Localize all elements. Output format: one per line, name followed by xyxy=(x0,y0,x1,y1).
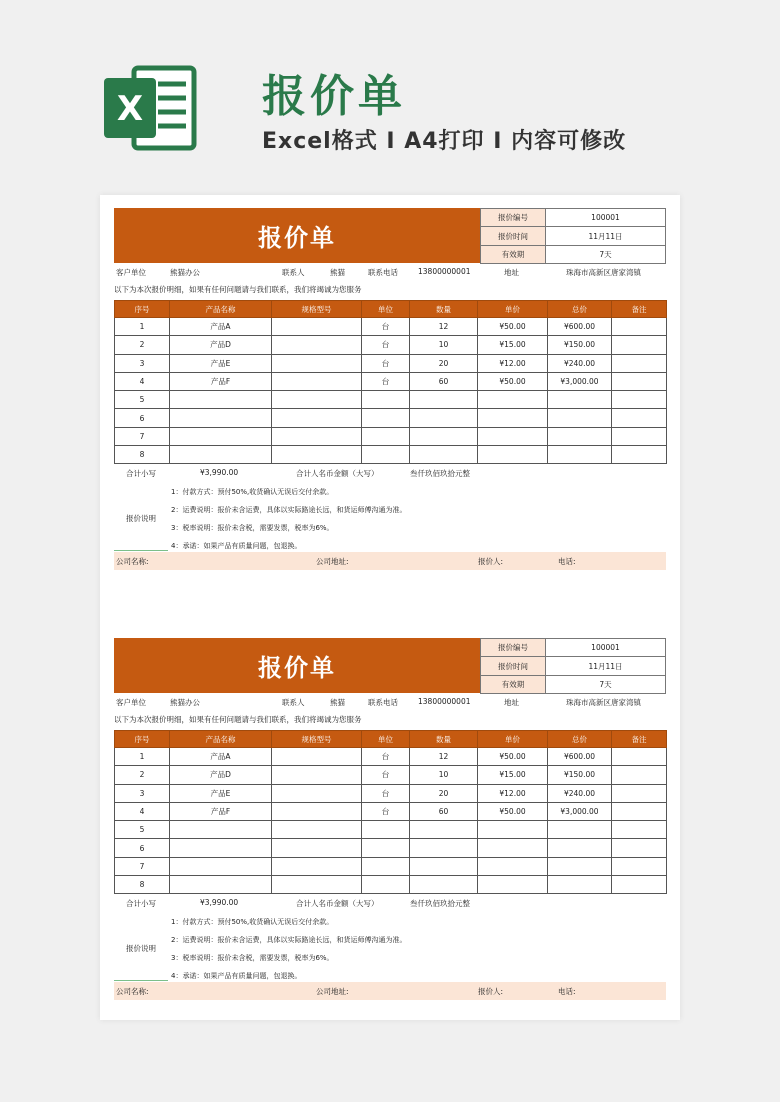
table-cell[interactable] xyxy=(612,354,667,372)
table-cell[interactable]: 产品D xyxy=(170,766,272,784)
term-line: 3：税率说明：报价未含税，需要发票，税率为6%。 xyxy=(171,954,334,962)
column-header: 备注 xyxy=(612,301,667,318)
column-header: 单价 xyxy=(478,301,548,318)
table-cell[interactable]: 产品E xyxy=(170,784,272,802)
column-header: 数量 xyxy=(410,301,478,318)
sheet-footer xyxy=(114,552,666,570)
table-cell[interactable]: 4 xyxy=(115,802,170,820)
page-subtitle: Excel格式 I A4打印 I 内容可修改 xyxy=(262,129,627,154)
subtotal-label: 合计小写 xyxy=(126,899,156,908)
table-cell[interactable]: 8 xyxy=(115,876,170,894)
table-cell[interactable]: 7 xyxy=(115,857,170,875)
table-cell[interactable] xyxy=(612,427,667,445)
table-cell[interactable] xyxy=(548,446,612,464)
paper xyxy=(100,195,680,1020)
table-cell[interactable]: 6 xyxy=(115,409,170,427)
table-cell[interactable] xyxy=(272,802,362,820)
table-row xyxy=(115,446,667,464)
excel-logo-icon xyxy=(100,62,200,154)
meta-key: 报价编号 xyxy=(481,209,546,227)
table-cell[interactable] xyxy=(170,821,272,839)
table-cell[interactable] xyxy=(170,876,272,894)
footer-company-label[interactable]: 公司名称: xyxy=(116,557,149,566)
column-header: 规格型号 xyxy=(272,731,362,748)
table-cell[interactable] xyxy=(612,802,667,820)
meta-key: 有效期 xyxy=(481,245,546,263)
meta-key: 报价时间 xyxy=(481,657,546,675)
table-cell[interactable]: 台 xyxy=(362,354,410,372)
column-header: 备注 xyxy=(612,731,667,748)
table-cell[interactable]: ¥50.00 xyxy=(478,372,548,390)
table-cell[interactable] xyxy=(272,354,362,372)
phone-value[interactable]: 13800000001 xyxy=(418,697,471,706)
customer-info xyxy=(114,695,666,711)
table-cell[interactable]: 12 xyxy=(410,748,478,766)
page-title: 报价单 xyxy=(262,71,406,122)
table-cell[interactable]: 10 xyxy=(410,336,478,354)
table-cell[interactable]: ¥12.00 xyxy=(478,354,548,372)
table-row xyxy=(115,876,667,894)
subtotal-value[interactable]: ¥3,990.00 xyxy=(200,468,239,477)
svg-text:X: X xyxy=(116,89,144,129)
table-cell[interactable] xyxy=(612,748,667,766)
term-line: 1：付款方式：预付50%,收货确认无误后交付余款。 xyxy=(171,488,334,496)
footer-address-label[interactable]: 公司地址: xyxy=(316,987,349,996)
table-cell[interactable]: 3 xyxy=(115,784,170,802)
table-cell[interactable] xyxy=(272,318,362,336)
table-cell[interactable] xyxy=(272,427,362,445)
term-line: 2：运费说明：报价未含运费，具体以实际路途长远，和货运师傅沟通为准。 xyxy=(171,936,407,944)
table-cell[interactable]: ¥50.00 xyxy=(478,318,548,336)
table-cell[interactable]: 6 xyxy=(115,839,170,857)
table-row xyxy=(115,409,667,427)
table-cell[interactable]: 台 xyxy=(362,748,410,766)
subtotal-value[interactable]: ¥3,990.00 xyxy=(200,898,239,907)
meta-value[interactable]: 100001 xyxy=(546,209,666,227)
customer-value[interactable]: 熊猫办公 xyxy=(170,698,200,707)
table-cell[interactable] xyxy=(410,857,478,875)
table-cell[interactable] xyxy=(410,427,478,445)
meta-key: 报价编号 xyxy=(481,639,546,657)
table-cell[interactable] xyxy=(272,372,362,390)
meta-table xyxy=(480,208,666,264)
term-line: 4：承诺：如果产品有质量问题，包退换。 xyxy=(171,972,302,980)
table-cell[interactable] xyxy=(612,876,667,894)
table-cell[interactable]: 60 xyxy=(410,802,478,820)
phone-value[interactable]: 13800000001 xyxy=(418,267,471,276)
table-cell[interactable]: ¥50.00 xyxy=(478,802,548,820)
table-cell[interactable] xyxy=(272,409,362,427)
table-row xyxy=(115,802,667,820)
footer-reporter-label[interactable]: 报价人: xyxy=(478,987,504,996)
table-cell[interactable]: 8 xyxy=(115,446,170,464)
address-value[interactable]: 珠海市高新区唐家湾镇 xyxy=(566,268,641,277)
column-header: 序号 xyxy=(115,731,170,748)
table-cell[interactable] xyxy=(612,318,667,336)
items-body xyxy=(115,318,667,464)
table-cell[interactable] xyxy=(410,876,478,894)
customer-label: 客户单位 xyxy=(116,268,146,277)
footer-phone-label[interactable]: 电话: xyxy=(558,987,576,996)
table-cell[interactable]: 台 xyxy=(362,372,410,390)
table-cell[interactable]: 台 xyxy=(362,336,410,354)
phone-label: 联系电话 xyxy=(368,698,398,707)
table-cell[interactable] xyxy=(272,748,362,766)
footer-company-label[interactable]: 公司名称: xyxy=(116,987,149,996)
footer-reporter-label[interactable]: 报价人: xyxy=(478,557,504,566)
table-row xyxy=(115,318,667,336)
sheet-banner: 报价单 xyxy=(114,208,480,263)
table-row xyxy=(115,372,667,390)
table-row xyxy=(115,748,667,766)
meta-value[interactable]: 11月11日 xyxy=(546,657,666,675)
sheet-note: 以下为本次报价明细，如果有任何问题请与我们联系，我们将竭诚为您服务 xyxy=(114,715,362,724)
table-cell[interactable] xyxy=(612,857,667,875)
table-cell[interactable] xyxy=(272,391,362,409)
address-label: 地址 xyxy=(504,268,519,277)
table-cell[interactable]: 2 xyxy=(115,766,170,784)
table-cell[interactable]: 台 xyxy=(362,802,410,820)
table-cell[interactable] xyxy=(410,821,478,839)
column-header: 产品名称 xyxy=(170,731,272,748)
table-cell[interactable]: 20 xyxy=(410,354,478,372)
column-header: 总价 xyxy=(548,301,612,318)
column-header: 数量 xyxy=(410,731,478,748)
table-row xyxy=(115,391,667,409)
table-cell[interactable]: ¥15.00 xyxy=(478,336,548,354)
table-header-row xyxy=(115,301,667,318)
table-cell[interactable] xyxy=(612,446,667,464)
address-value[interactable]: 珠海市高新区唐家湾镇 xyxy=(566,698,641,707)
table-cell[interactable]: ¥600.00 xyxy=(548,748,612,766)
contact-value[interactable]: 熊猫 xyxy=(330,268,345,277)
table-row xyxy=(115,766,667,784)
table-cell[interactable]: 产品E xyxy=(170,354,272,372)
table-cell[interactable] xyxy=(272,857,362,875)
table-header-row xyxy=(115,731,667,748)
table-cell[interactable]: 5 xyxy=(115,391,170,409)
column-header: 单价 xyxy=(478,731,548,748)
table-cell[interactable]: ¥240.00 xyxy=(548,354,612,372)
table-cell[interactable]: 12 xyxy=(410,318,478,336)
table-cell[interactable]: ¥50.00 xyxy=(478,748,548,766)
table-cell[interactable] xyxy=(478,409,548,427)
column-header: 序号 xyxy=(115,301,170,318)
table-cell[interactable]: 7 xyxy=(115,427,170,445)
table-cell[interactable] xyxy=(362,427,410,445)
table-cell[interactable] xyxy=(170,427,272,445)
table-cell[interactable] xyxy=(362,857,410,875)
table-cell[interactable] xyxy=(478,427,548,445)
column-header: 单位 xyxy=(362,301,410,318)
term-line: 1：付款方式：预付50%,收货确认无误后交付余款。 xyxy=(171,918,334,926)
table-cell[interactable] xyxy=(548,839,612,857)
meta-value[interactable]: 100001 xyxy=(546,639,666,657)
table-cell[interactable]: 10 xyxy=(410,766,478,784)
table-cell[interactable] xyxy=(272,766,362,784)
table-cell[interactable] xyxy=(478,839,548,857)
table-row xyxy=(115,839,667,857)
total-row xyxy=(114,466,666,482)
table-row xyxy=(115,821,667,839)
phone-label: 联系电话 xyxy=(368,268,398,277)
meta-key: 报价时间 xyxy=(481,227,546,245)
term-line: 4：承诺：如果产品有质量问题，包退换。 xyxy=(171,542,302,550)
table-row xyxy=(115,354,667,372)
table-cell[interactable]: 60 xyxy=(410,372,478,390)
sheet-banner: 报价单 xyxy=(114,638,480,693)
table-cell[interactable]: 5 xyxy=(115,821,170,839)
subtotal-label: 合计小写 xyxy=(126,469,156,478)
table-cell[interactable] xyxy=(478,857,548,875)
table-cell[interactable]: 1 xyxy=(115,318,170,336)
column-header: 规格型号 xyxy=(272,301,362,318)
table-cell[interactable] xyxy=(272,839,362,857)
caps-label: 合计人名币金额（大写） xyxy=(296,899,379,908)
table-cell[interactable] xyxy=(548,857,612,875)
table-cell[interactable] xyxy=(272,876,362,894)
table-cell[interactable] xyxy=(548,876,612,894)
term-line: 2：运费说明：报价未含运费，具体以实际路途长远，和货运师傅沟通为准。 xyxy=(171,506,407,514)
term-line: 3：税率说明：报价未含税，需要发票，税率为6%。 xyxy=(171,524,334,532)
table-cell[interactable] xyxy=(170,409,272,427)
table-cell[interactable]: 产品A xyxy=(170,318,272,336)
table-cell[interactable]: ¥150.00 xyxy=(548,336,612,354)
table-cell[interactable]: 4 xyxy=(115,372,170,390)
table-cell[interactable] xyxy=(612,839,667,857)
table-cell[interactable] xyxy=(548,391,612,409)
table-cell[interactable] xyxy=(612,372,667,390)
table-cell[interactable]: 20 xyxy=(410,784,478,802)
table-cell[interactable] xyxy=(478,446,548,464)
table-cell[interactable]: 台 xyxy=(362,766,410,784)
sheet-note: 以下为本次报价明细，如果有任何问题请与我们联系，我们将竭诚为您服务 xyxy=(114,285,362,294)
table-cell[interactable] xyxy=(272,821,362,839)
caps-value[interactable]: 叁仟玖佰玖拾元整 xyxy=(410,469,470,478)
meta-value[interactable]: 7天 xyxy=(546,675,666,693)
terms-label: 报价说明 xyxy=(126,514,156,523)
table-cell[interactable] xyxy=(362,391,410,409)
table-cell[interactable] xyxy=(612,336,667,354)
table-cell[interactable] xyxy=(478,876,548,894)
table-cell[interactable]: ¥240.00 xyxy=(548,784,612,802)
column-header: 总价 xyxy=(548,731,612,748)
table-cell[interactable] xyxy=(362,876,410,894)
column-header: 单位 xyxy=(362,731,410,748)
table-cell[interactable] xyxy=(362,839,410,857)
divider xyxy=(114,550,168,551)
table-cell[interactable] xyxy=(410,446,478,464)
table-cell[interactable] xyxy=(410,391,478,409)
table-cell[interactable] xyxy=(362,409,410,427)
table-cell[interactable] xyxy=(272,784,362,802)
table-cell[interactable] xyxy=(272,446,362,464)
items-table xyxy=(114,730,667,894)
table-cell[interactable]: ¥600.00 xyxy=(548,318,612,336)
table-cell[interactable] xyxy=(612,784,667,802)
customer-label: 客户单位 xyxy=(116,698,146,707)
items-table xyxy=(114,300,667,464)
table-cell[interactable] xyxy=(170,391,272,409)
customer-info xyxy=(114,265,666,281)
items-body xyxy=(115,748,667,894)
table-cell[interactable] xyxy=(362,821,410,839)
contact-value[interactable]: 熊猫 xyxy=(330,698,345,707)
meta-value[interactable]: 7天 xyxy=(546,245,666,263)
table-cell[interactable] xyxy=(548,821,612,839)
footer-address-label[interactable]: 公司地址: xyxy=(316,557,349,566)
table-cell[interactable] xyxy=(170,839,272,857)
table-cell[interactable] xyxy=(410,409,478,427)
table-cell[interactable] xyxy=(362,446,410,464)
table-cell[interactable]: 产品F xyxy=(170,802,272,820)
table-cell[interactable]: ¥12.00 xyxy=(478,784,548,802)
sheet-footer xyxy=(114,982,666,1000)
table-cell[interactable]: 3 xyxy=(115,354,170,372)
column-header: 产品名称 xyxy=(170,301,272,318)
table-cell[interactable]: 1 xyxy=(115,748,170,766)
table-cell[interactable] xyxy=(548,427,612,445)
table-cell[interactable] xyxy=(548,409,612,427)
table-cell[interactable] xyxy=(612,766,667,784)
table-cell[interactable] xyxy=(478,821,548,839)
footer-phone-label[interactable]: 电话: xyxy=(558,557,576,566)
divider xyxy=(114,980,168,981)
table-cell[interactable]: 台 xyxy=(362,784,410,802)
table-row xyxy=(115,784,667,802)
contact-label: 联系人 xyxy=(282,268,305,277)
page-header xyxy=(0,0,780,190)
table-cell[interactable] xyxy=(612,409,667,427)
table-cell[interactable]: 产品D xyxy=(170,336,272,354)
table-cell[interactable]: ¥15.00 xyxy=(478,766,548,784)
table-cell[interactable]: 2 xyxy=(115,336,170,354)
table-cell[interactable]: ¥150.00 xyxy=(548,766,612,784)
table-row xyxy=(115,857,667,875)
total-row xyxy=(114,896,666,912)
meta-table xyxy=(480,638,666,694)
meta-key: 有效期 xyxy=(481,675,546,693)
table-cell[interactable] xyxy=(612,821,667,839)
table-row xyxy=(115,427,667,445)
caps-label: 合计人名币金额（大写） xyxy=(296,469,379,478)
table-cell[interactable]: ¥3,000.00 xyxy=(548,802,612,820)
table-row xyxy=(115,336,667,354)
table-cell[interactable]: 台 xyxy=(362,318,410,336)
meta-value[interactable]: 11月11日 xyxy=(546,227,666,245)
table-cell[interactable] xyxy=(478,391,548,409)
table-cell[interactable] xyxy=(170,857,272,875)
address-label: 地址 xyxy=(504,698,519,707)
table-cell[interactable] xyxy=(410,839,478,857)
table-cell[interactable] xyxy=(272,336,362,354)
table-cell[interactable] xyxy=(612,391,667,409)
caps-value[interactable]: 叁仟玖佰玖拾元整 xyxy=(410,899,470,908)
table-cell[interactable] xyxy=(170,446,272,464)
table-cell[interactable]: ¥3,000.00 xyxy=(548,372,612,390)
terms-label: 报价说明 xyxy=(126,944,156,953)
table-cell[interactable]: 产品F xyxy=(170,372,272,390)
table-cell[interactable]: 产品A xyxy=(170,748,272,766)
customer-value[interactable]: 熊猫办公 xyxy=(170,268,200,277)
contact-label: 联系人 xyxy=(282,698,305,707)
